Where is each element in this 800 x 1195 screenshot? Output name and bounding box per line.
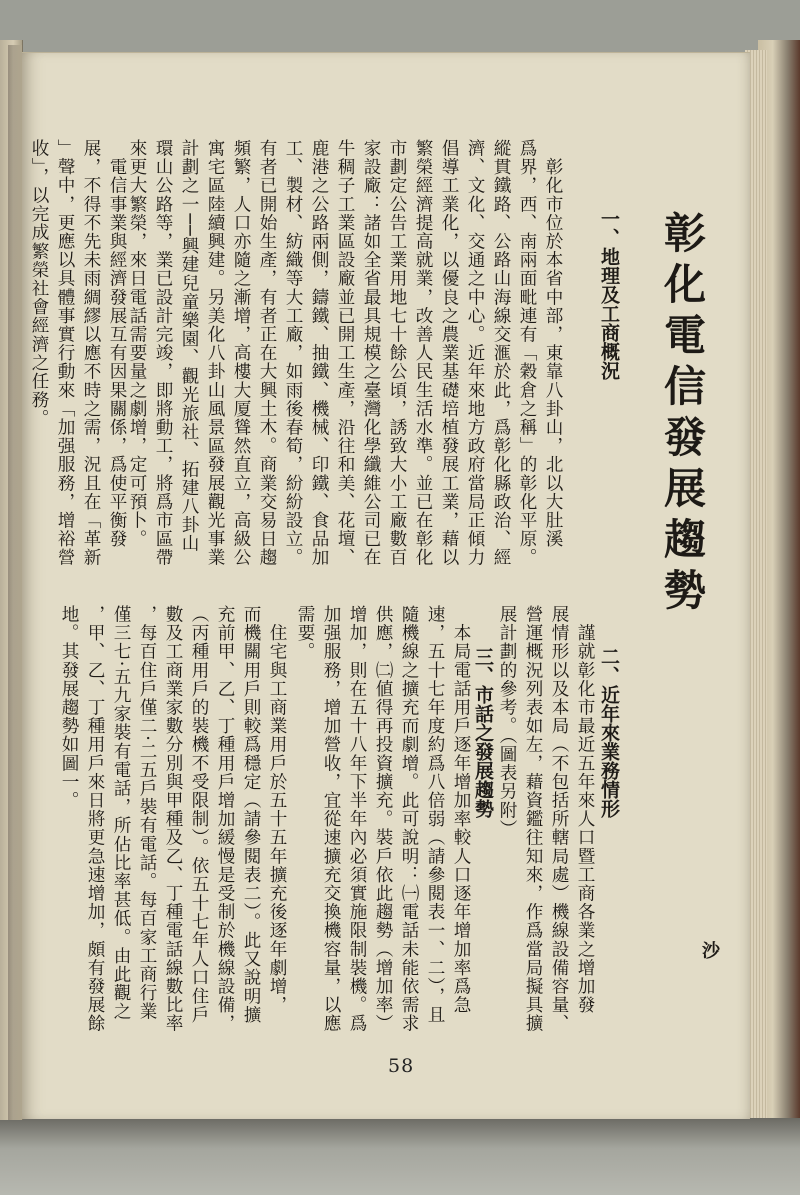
- section-paragraph-local-phone-2: 住宅與工商業用戶於五十五年擴充後逐年劇增， 而機關用戶則較爲穩定（請參閱表二）。此又說明擴 充前甲、乙、丁種用戶增加緩慢是受制於機線設備， （丙種用戶的裝機不受限制）。依五十七年人口住戶 數及工商業家數分別與甲種及乙、丁種電話線數比率 ，每百住戶僅二·二五戶裝有電話。每百家工商行業 僅三七·五九家裝有電話，所佔比率甚低。由此觀之 ，甲、乙、丁種用戶來日將更急速增加，頗有發展餘 地。其發展趨勢如圖一。: [59, 605, 287, 1033]
- scan-background: [0, 1118, 800, 1195]
- section-heading-local-phone: 三、市話之發展趨勢: [472, 647, 494, 818]
- page-number: 58: [388, 1055, 415, 1077]
- article-title: 彰化電信發展趨勢: [658, 211, 707, 619]
- book-page: [22, 52, 750, 1119]
- page-gutter-shadow: [8, 45, 22, 1120]
- section-paragraph-business: 謹就彰化市最近五年來人口暨工商各業之增加發 展情形以及本局（不包括所轄局處）機線設備容量、 營運概況列表如左，藉資鑑往知來，作爲當局擬具擴 展計劃的參考。（圖表另附）: [497, 605, 595, 1033]
- section-paragraph-geography-2: 電信事業與經濟發展互有因果關係，爲使平衡發 展，不得不先未雨綢繆以應不時之需，況且在「革新 」聲中，更應以具體事實行動來「加强服務，增裕營 收」，以完成繁榮社會經濟之任務。: [29, 139, 127, 567]
- author-name: 沙: [699, 941, 720, 959]
- section-heading-geography: 一、地理及工商概況: [598, 209, 620, 380]
- section-paragraph-geography-1: 彰化市位於本省中部，東靠八卦山，北以大肚溪 爲界，西、南兩面毗連有「穀倉之稱」的彰化平原。 縱貫鐵路、公路山海線交滙於此，爲彰化縣政治、經 濟、文化、交通之中心。近年來地方政府當局正傾力 倡導工業化，以優良之農業基礎培植發展工業，藉以 繁榮經濟提高就業，改善人民生活水準。並已在彰化 市劃定公告工業用地七十餘公頃，誘致大小工廠數百 家設廠：諸如全省最具規模之臺灣化學纖維公司已在 牛稠子工業區設廠並已開工生產，沿往和美、花壇、 鹿港之公路兩側，鑄鐵、抽鐵、機械、印鐵、食品加 工、製材、紡織等大工廠，如雨後春筍，紛紛設立。 有者已開始生產，有者正在大興土木。商業交易日趨 頻繁，人口亦隨之漸增，高樓大厦聳然直立，高級公 寓宅區陸續興建。另美化八卦山風景區發展觀光事業 計劃之一──興建兒童樂園、觀光旅社、拓建八卦山 環山公路等，業已設計完竣，即將動工，將爲市區帶 來更大繁榮，來日電話需要量之劇增，定可預卜。: [127, 139, 563, 567]
- section-paragraph-local-phone-1: 本局電話用戶逐年增加率較人口逐年增加率爲急 速，五十七年度約爲八倍弱（請參閱表一、二），且 隨機線之擴充而劇增。此可說明：㈠電話未能依需求 供應，㈡値得再投資擴充。裝戶依此趨勢（增加率） 增加，則在五十八年下半年內必須實施限制裝機。爲 加强服務，增加營收，宜從速擴充交換機容量，以應 需要。: [295, 605, 471, 1033]
- section-heading-business: 二、近年來業務情形: [598, 647, 620, 818]
